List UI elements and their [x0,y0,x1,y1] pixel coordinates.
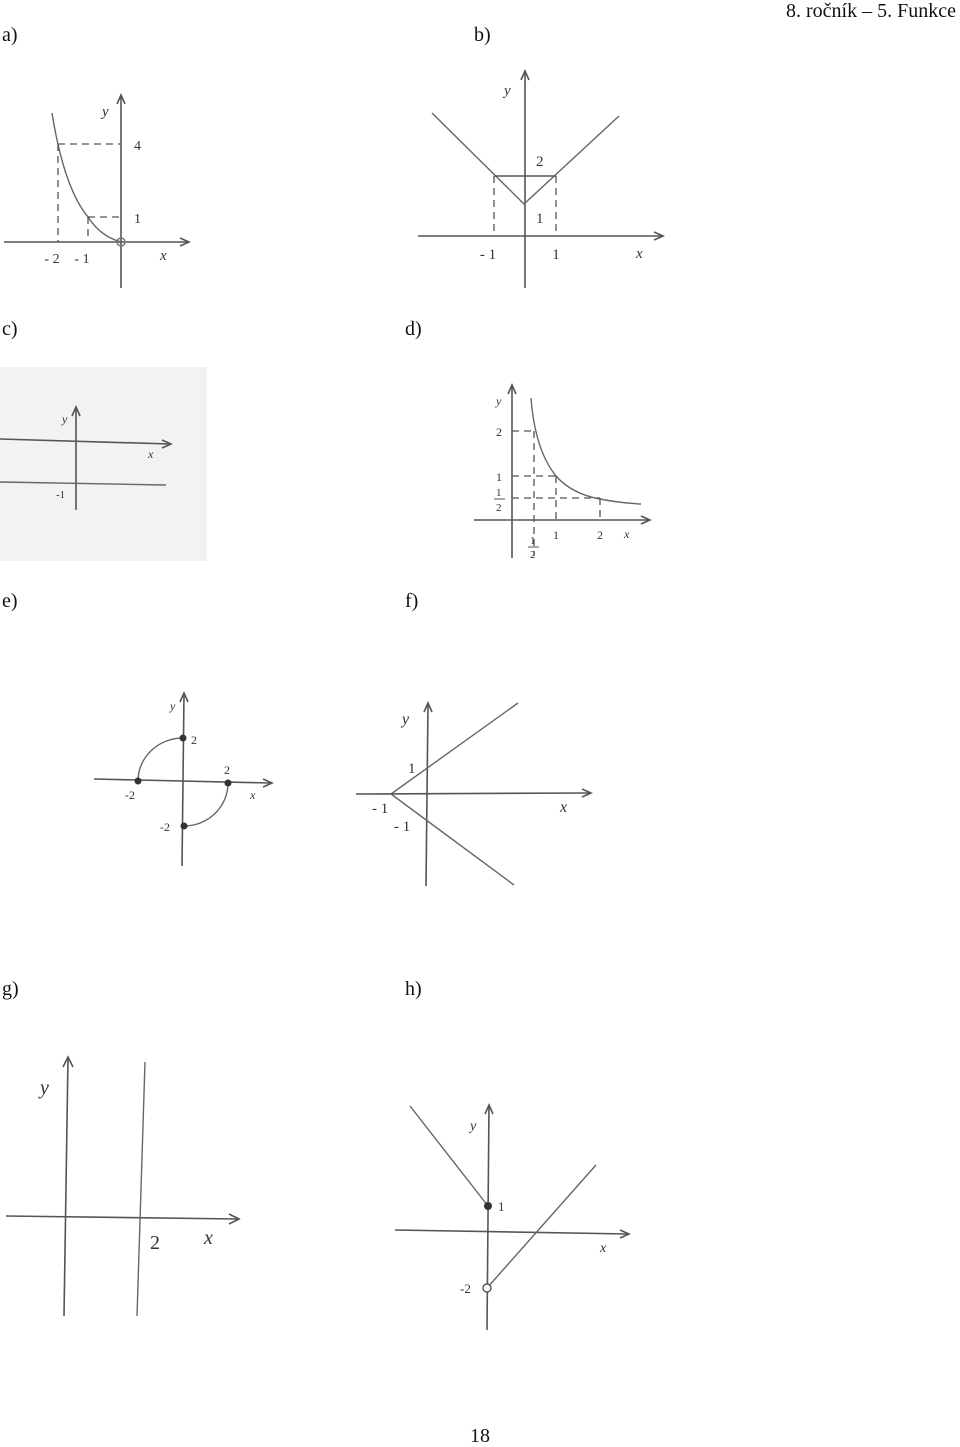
x-axis-label: x [148,447,154,461]
tick-label: 1 [552,247,560,263]
label-b: b) [474,24,491,46]
y-axis-label: y [62,412,68,426]
label-h: h) [405,978,422,1000]
tick-label: 2 [536,154,544,170]
tick-label: - 1 [74,252,90,267]
x-axis [395,1230,628,1234]
page-number: 18 [470,1425,490,1447]
tick-label: 4 [134,139,141,154]
label-g: g) [2,978,19,1000]
tick-label: 1 [536,211,544,227]
y-axis-label: y [496,394,502,408]
tick-label: 1 [134,212,141,227]
x-axis-label: x [636,246,643,262]
x-axis-label: x [160,248,167,264]
label-a: a) [2,24,18,46]
tick-label: - 1 [372,801,389,817]
right-branch-line [487,1165,596,1288]
y-axis-label: y [504,83,511,99]
x-axis-label: x [624,527,630,541]
label-d: d) [405,318,422,340]
x-axis-label: x [560,799,568,816]
tick-label: 1 [496,470,502,484]
x-axis-label: x [250,788,256,802]
tick-label: - 1 [479,247,497,263]
tick-label: 1 [408,761,416,777]
tick-label: 1 [498,1199,505,1214]
tick-label: 2 [496,502,502,514]
tick-label: -2 [125,788,135,802]
y-axis-label: y [40,1077,49,1099]
y-axis-label: y [402,711,410,728]
tick-label: 1 [496,487,502,499]
tick-label: 1 [530,535,536,547]
tick-label: 2 [150,1232,160,1254]
closed-point [484,1202,492,1210]
x-axis-label: x [600,1241,607,1256]
tick-label: -2 [460,1281,471,1296]
tick-label: -1 [56,489,66,501]
label-e: e) [2,590,18,612]
tick-label: 2 [597,528,603,542]
y-axis-label: y [470,1119,477,1134]
header-title: 8. ročník – 5. Funkce [786,0,956,22]
tick-label: -2 [160,820,170,834]
x-axis-label: x [204,1227,213,1249]
y-axis-label: y [102,104,109,120]
y-axis-label: y [170,699,176,713]
tick-label: 2 [191,733,197,747]
y-axis [487,1106,489,1330]
tick-label: 2 [496,425,502,439]
tick-label: - 1 [394,819,411,835]
open-point [483,1284,491,1292]
label-f: f) [405,590,419,612]
label-c: c) [2,318,18,340]
left-branch-line [410,1106,488,1206]
tick-label: 1 [553,528,559,542]
tick-label: - 2 [44,252,60,267]
tick-label: 2 [530,549,536,561]
tick-label: 2 [224,763,230,777]
